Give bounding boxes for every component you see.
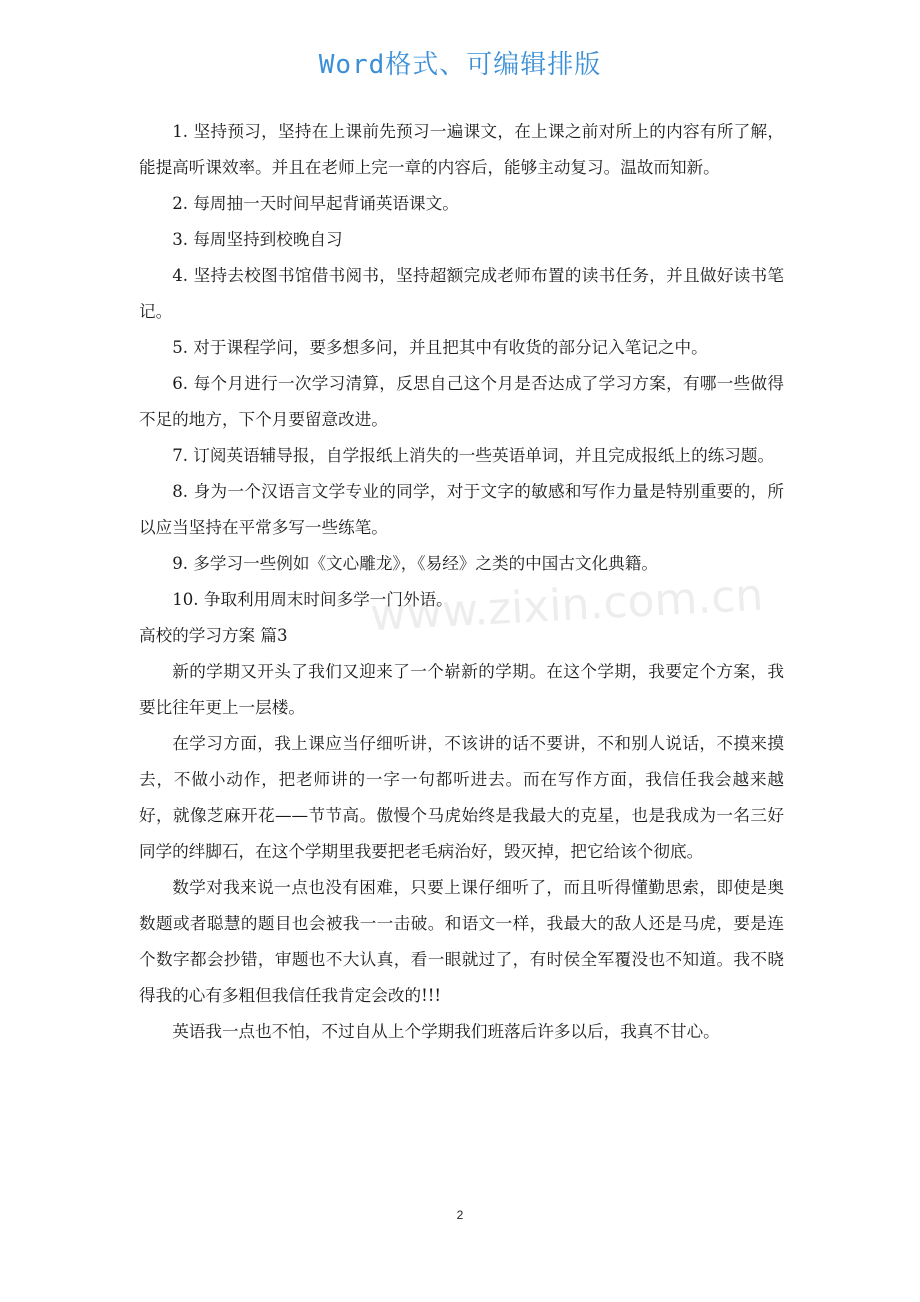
list-item: 10. 争取利用周末时间多学一门外语。 xyxy=(172,590,453,609)
page-number: 2 xyxy=(456,1208,464,1222)
list-item: 2. 每周抽一天时间早起背诵英语课文。 xyxy=(172,194,459,213)
essay-paragraph: 英语我一点也不怕，不过自从上个学期我们班落后许多以后，我真不甘心。 xyxy=(172,1022,720,1041)
list-item: 6. 每个月进行一次学习清算，反思自己这个月是否达成了学习方案，有哪一些做得不足的地方，下个月要留意改进。 xyxy=(139,374,784,429)
list-item: 1. 坚持预习，坚持在上课前先预习一遍课文，在上课之前对所上的内容有所了解，能提高听课效率。并且在老师上完一章的内容后，能够主动复习。温故而知新。 xyxy=(139,122,784,177)
list-item: 8. 身为一个汉语言文学专业的同学，对于文字的敏感和写作力量是特别重要的，所以应当坚持在平常多写一些练笔。 xyxy=(139,482,784,537)
list-item: 4. 坚持去校图书馆借书阅书，坚持超额完成老师布置的读书任务，并且做好读书笔记。 xyxy=(139,266,784,321)
list-item: 5. 对于课程学问，要多想多问，并且把其中有收货的部分记入笔记之中。 xyxy=(172,338,708,357)
watermark: www.zixin.com.cn xyxy=(368,569,765,642)
essay-paragraph: 新的学期又开头了我们又迎来了一个崭新的学期。在这个学期，我要定个方案，我要比往年更上一层楼。 xyxy=(139,662,784,717)
list-item: 3. 每周坚持到校晚自习 xyxy=(172,230,343,249)
section-heading: 高校的学习方案 篇3 xyxy=(139,626,288,645)
essay-paragraph: 在学习方面，我上课应当仔细听讲，不该讲的话不要讲，不和别人说话，不摸来摸去，不做小动作，把老师讲的一字一句都听进去。而在写作方面，我信任我会越来越好，就像芝麻开花——节节高。傲慢个马虎始终是我最大的克星，也是我成为一名三好同学的绊脚石，在这个学期里我要把老毛病治好，毁灭掉，把它给该个彻底。 xyxy=(139,734,784,861)
essay-paragraph: 数学对我来说一点也没有困难，只要上课仔细听了，而且听得懂勤思索，即使是奥数题或者聪慧的题目也会被我一一击破。和语文一样，我最大的敌人还是马虎，要是连个数字都会抄错，审题也不大认真，看一眼就过了，有时侯全军覆没也不知道。我不晓得我的心有多粗但我信任我肯定会改的!!! xyxy=(139,878,784,1005)
list-item: 9. 多学习一些例如《文心雕龙》，《易经》之类的中国古文化典籍。 xyxy=(172,554,658,573)
document-body xyxy=(139,114,784,1050)
page-header-title: Word格式、可编辑排版 xyxy=(318,50,602,80)
list-item: 7. 订阅英语辅导报，自学报纸上消失的一些英语单词，并且完成报纸上的练习题。 xyxy=(172,446,775,465)
